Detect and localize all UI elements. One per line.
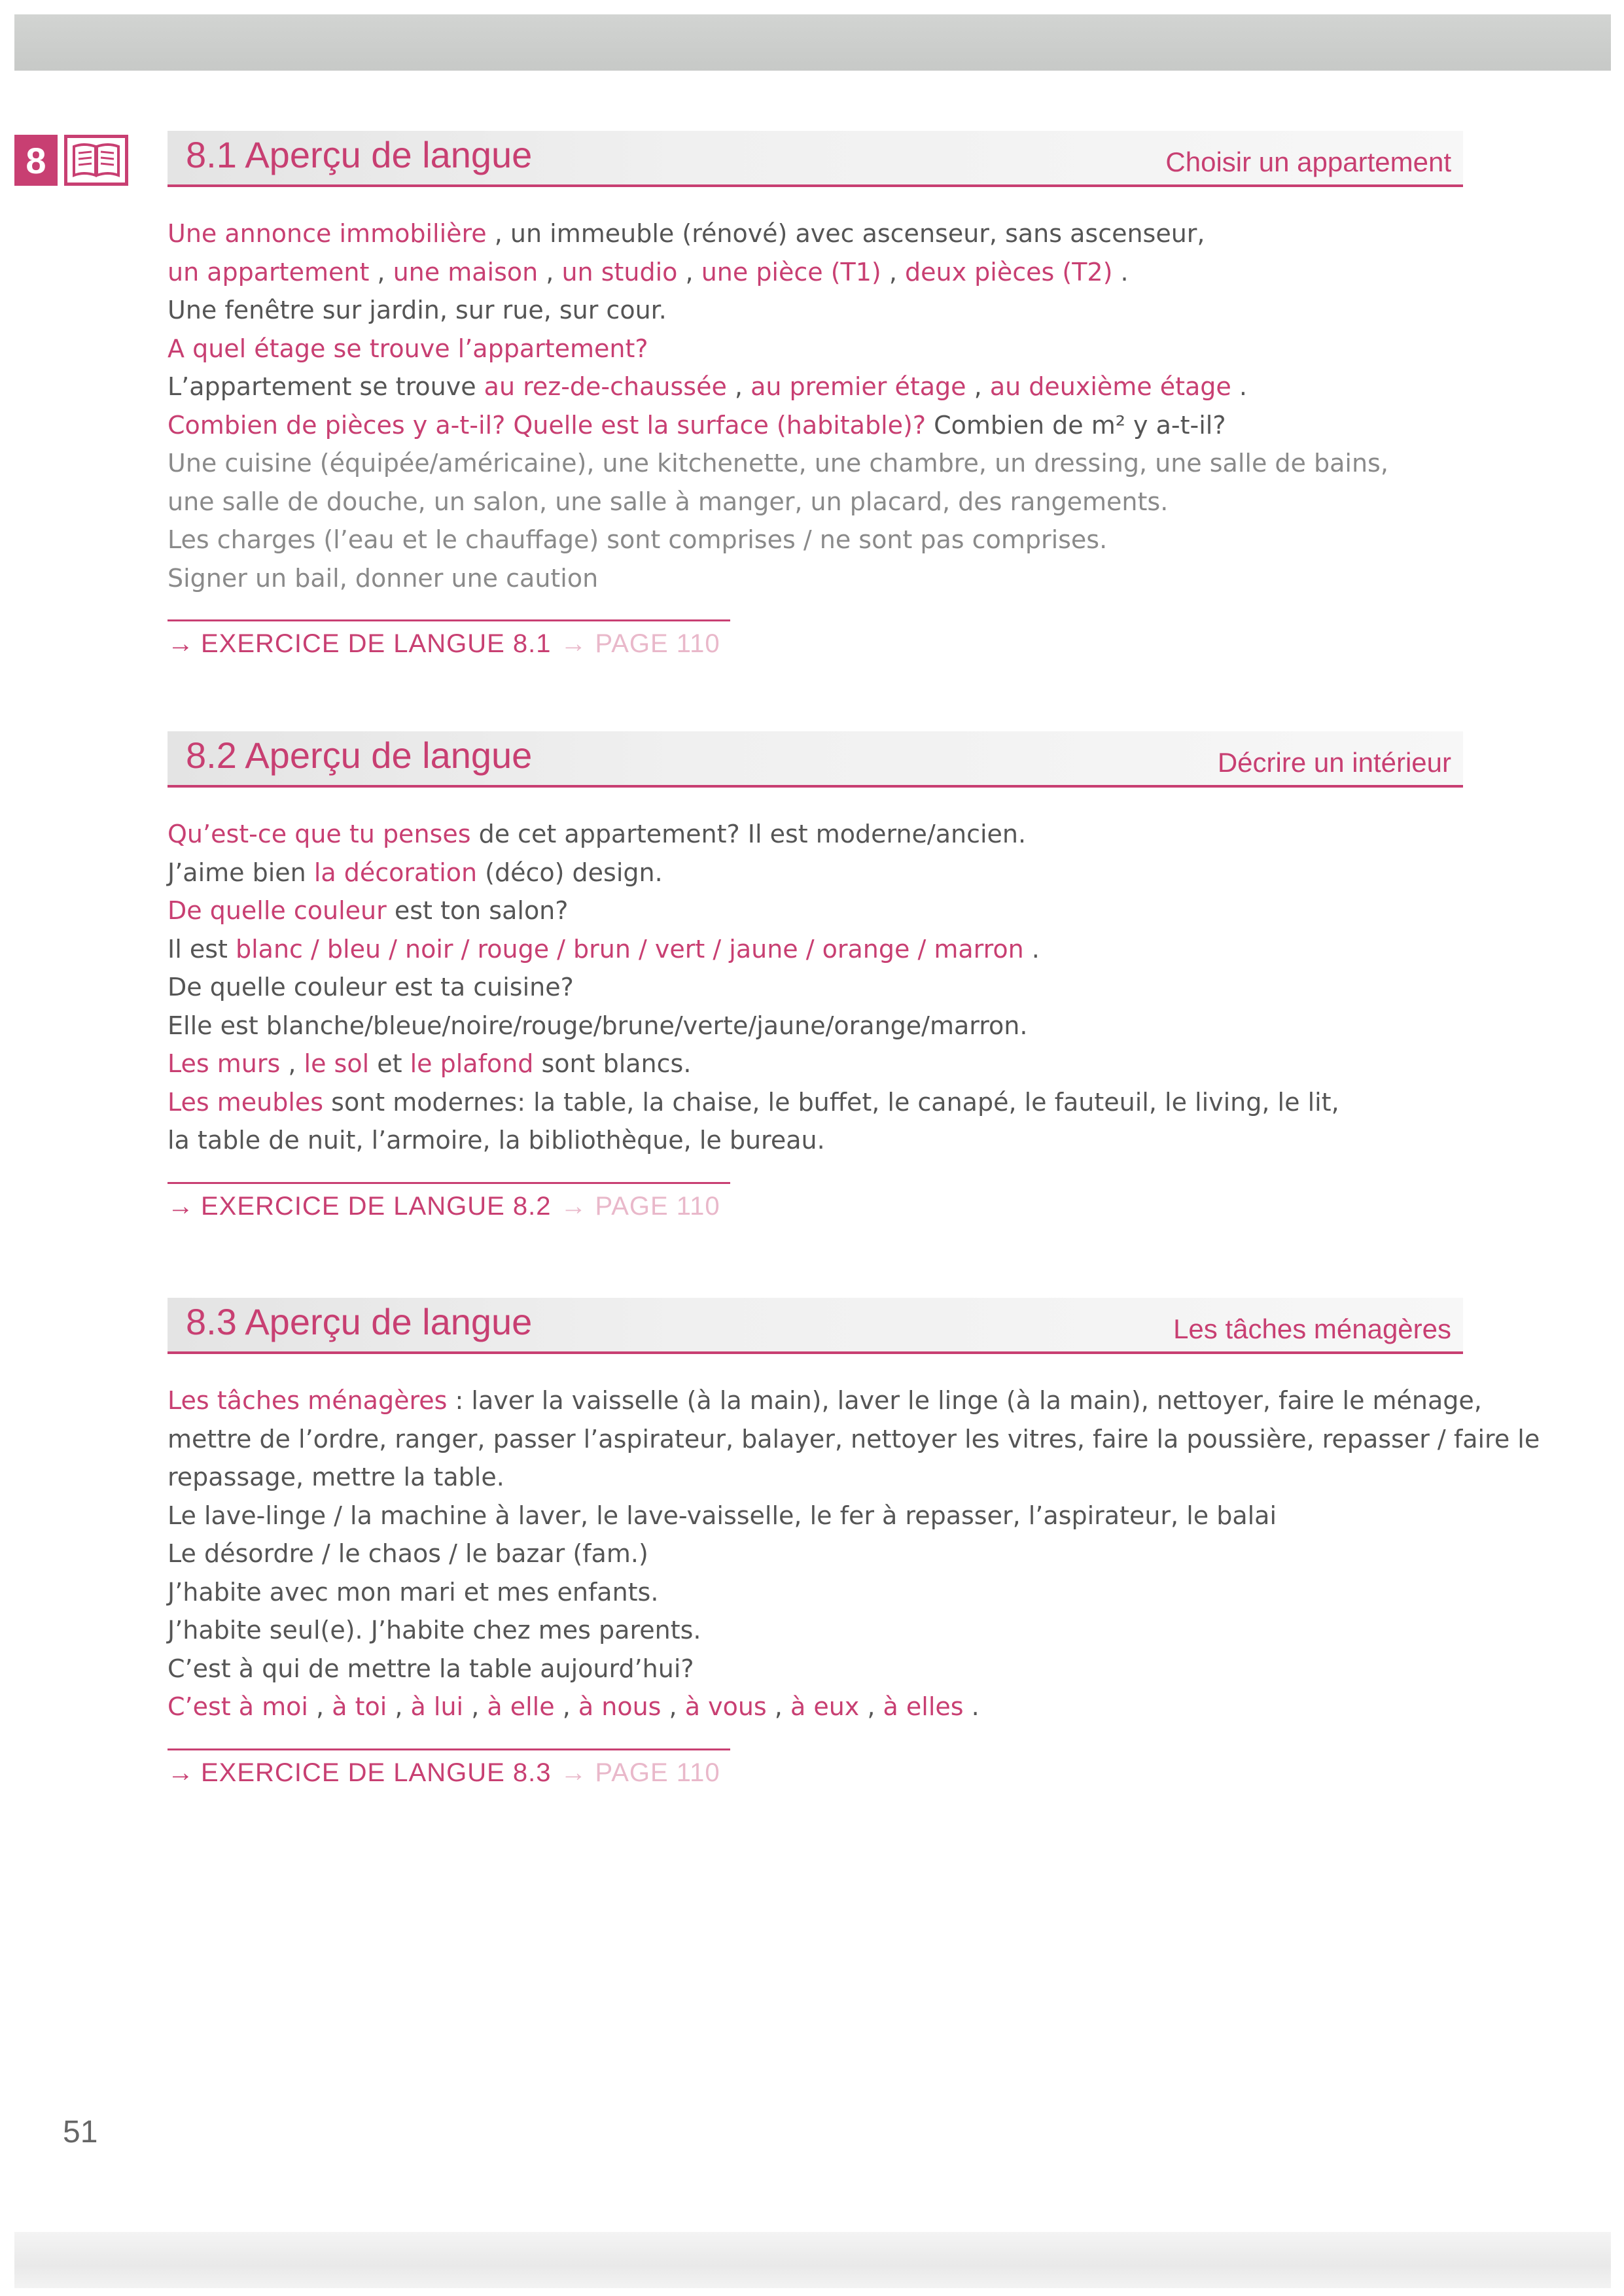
text-run: J’habite seul(e). J’habite chez mes parents. bbox=[168, 1616, 701, 1644]
text-run: . bbox=[1231, 372, 1247, 401]
text-run: : laver la vaisselle (à la main), laver le linge (à la main), nettoyer, faire le ménage, bbox=[447, 1386, 1482, 1415]
section-header bbox=[168, 131, 1463, 187]
text-line bbox=[168, 1573, 1463, 1612]
section-title: 8.3 Aperçu de langue bbox=[186, 1301, 533, 1342]
text-run: . bbox=[1023, 934, 1040, 964]
key-phrase: blanc / bleu / noir / rouge / brun / vert / jaune / orange / marron bbox=[236, 934, 1024, 964]
section-body bbox=[168, 815, 1463, 1160]
text-run: Combien de m² y a-t-il? bbox=[926, 410, 1226, 440]
text-line bbox=[168, 368, 1463, 406]
text-run: J’habite avec mon mari et mes enfants. bbox=[168, 1577, 659, 1607]
section-header bbox=[168, 1298, 1463, 1354]
text-line bbox=[168, 1458, 1463, 1497]
chapter-number: 8 bbox=[14, 135, 58, 186]
text-line bbox=[168, 930, 1463, 969]
section-subtitle: Les tâches ménagères bbox=[1173, 1313, 1451, 1344]
key-phrase: une pièce (T1) bbox=[701, 257, 881, 287]
text-line bbox=[168, 291, 1463, 330]
text-run: , bbox=[280, 1049, 304, 1078]
text-run: Il est bbox=[168, 934, 236, 964]
key-phrase: deux pièces (T2) bbox=[905, 257, 1113, 287]
text-run: , bbox=[966, 372, 990, 401]
text-run: est ton salon? bbox=[386, 896, 569, 925]
exercise-link[interactable] bbox=[168, 1758, 1463, 1788]
exercise-rule bbox=[168, 1748, 730, 1750]
key-phrase: Combien de pièces y a-t-il? bbox=[168, 410, 506, 440]
text-line bbox=[168, 1083, 1463, 1122]
arrow-right-icon: → bbox=[168, 1191, 194, 1221]
key-phrase: De quelle couleur bbox=[168, 896, 387, 925]
text-line bbox=[168, 253, 1463, 292]
scan-band-bottom bbox=[14, 2232, 1611, 2288]
key-phrase: un appartement bbox=[168, 257, 370, 287]
key-phrase: à vous bbox=[684, 1692, 767, 1721]
text-run: Signer un bail, donner une caution bbox=[168, 563, 599, 593]
exercise-link[interactable] bbox=[168, 629, 1463, 659]
exercise-rule bbox=[168, 619, 730, 621]
text-run: Les charges (l’eau et le chauffage) sont comprises / ne sont pas comprises. bbox=[168, 525, 1108, 554]
text-line bbox=[168, 1382, 1482, 1420]
exercise-rule bbox=[168, 1182, 730, 1184]
text-run: mettre de l’ordre, ranger, passer l’aspirateur, balayer, nettoyer les vitres, faire la poussière, repasser / faire le bbox=[168, 1424, 1540, 1453]
section-header bbox=[168, 731, 1463, 788]
text-line bbox=[168, 968, 1463, 1007]
key-phrase: au deuxième étage bbox=[989, 372, 1231, 401]
exercise-link[interactable] bbox=[168, 1192, 1463, 1221]
book-icon bbox=[64, 135, 128, 186]
text-line bbox=[168, 1045, 1463, 1083]
text-run: , un immeuble (rénové) avec ascenseur, sans ascenseur, bbox=[486, 219, 1205, 248]
key-phrase: C’est à moi bbox=[168, 1692, 308, 1721]
text-run: et bbox=[369, 1049, 410, 1078]
text-line bbox=[168, 483, 1463, 521]
text-line bbox=[168, 1611, 1463, 1650]
key-phrase: Quelle est la surface (habitable)? bbox=[513, 410, 927, 440]
text-run: , bbox=[387, 1692, 411, 1721]
text-run: C’est à qui de mettre la table aujourd’hui? bbox=[168, 1654, 694, 1683]
text-line bbox=[168, 1497, 1463, 1535]
exercise-label: EXERCICE DE LANGUE 8.2 bbox=[201, 1191, 552, 1221]
text-run: sont modernes: la table, la chaise, le buffet, le canapé, le fauteuil, le living, le lit, bbox=[323, 1087, 1339, 1117]
chapter-badge bbox=[14, 135, 130, 186]
exercise-page: PAGE 110 bbox=[595, 629, 720, 658]
section-8-2 bbox=[168, 731, 1463, 1221]
text-line bbox=[168, 1007, 1463, 1045]
text-line bbox=[168, 559, 1463, 598]
text-run: , bbox=[369, 257, 393, 287]
text-run: Le lave-linge / la machine à laver, le lave-vaisselle, le fer à repasser, l’aspirateur, le balai bbox=[168, 1501, 1277, 1530]
key-phrase: à toi bbox=[332, 1692, 387, 1721]
text-run: , bbox=[463, 1692, 487, 1721]
key-phrase: une maison bbox=[393, 257, 538, 287]
exercise-label: EXERCICE DE LANGUE 8.3 bbox=[201, 1758, 552, 1787]
text-run: , bbox=[881, 257, 906, 287]
text-run: . bbox=[1112, 257, 1129, 287]
text-line bbox=[168, 521, 1463, 559]
section-8-3 bbox=[168, 1298, 1540, 1788]
text-line bbox=[168, 406, 1463, 445]
text-line bbox=[168, 892, 1463, 930]
section-body bbox=[168, 1382, 1540, 1726]
section-body bbox=[168, 215, 1463, 597]
text-line bbox=[168, 854, 1463, 892]
text-run: repassage, mettre la table. bbox=[168, 1463, 504, 1491]
text-run: , bbox=[661, 1692, 685, 1721]
text-line bbox=[168, 1420, 1540, 1459]
exercise-label: EXERCICE DE LANGUE 8.1 bbox=[201, 629, 552, 658]
text-line bbox=[168, 1535, 1463, 1573]
section-8-1 bbox=[168, 131, 1463, 659]
key-phrase: à nous bbox=[578, 1692, 662, 1721]
page-number: 51 bbox=[63, 2115, 98, 2149]
key-phrase: un studio bbox=[561, 257, 678, 287]
key-phrase: le plafond bbox=[410, 1049, 534, 1078]
text-run: , bbox=[308, 1692, 332, 1721]
text-run: , bbox=[859, 1692, 883, 1721]
key-phrase: le sol bbox=[304, 1049, 370, 1078]
arrow-right-icon: → bbox=[560, 1191, 588, 1221]
key-phrase: Les tâches ménagères bbox=[168, 1386, 448, 1415]
text-line bbox=[168, 815, 1463, 854]
text-run: L’appartement se trouve bbox=[168, 372, 484, 401]
arrow-right-icon: → bbox=[560, 1758, 588, 1787]
text-run bbox=[505, 411, 513, 440]
text-run: (déco) design. bbox=[477, 858, 663, 887]
key-phrase: la décoration bbox=[313, 858, 478, 887]
exercise-page: PAGE 110 bbox=[595, 1758, 720, 1787]
section-title: 8.2 Aperçu de langue bbox=[186, 735, 533, 776]
text-line bbox=[168, 1688, 1463, 1726]
arrow-right-icon: → bbox=[168, 629, 194, 658]
text-run: , bbox=[677, 257, 701, 287]
text-line bbox=[168, 1121, 1463, 1160]
text-line bbox=[168, 444, 1463, 483]
key-phrase: Les murs bbox=[168, 1049, 281, 1078]
text-run: Une fenêtre sur jardin, sur rue, sur cour. bbox=[168, 296, 667, 324]
key-phrase: Qu’est-ce que tu penses bbox=[168, 820, 471, 848]
text-run: Elle est blanche/bleue/noire/rouge/brune/verte/jaune/orange/marron. bbox=[168, 1011, 1028, 1040]
key-phrase: à elle bbox=[487, 1692, 555, 1721]
text-line bbox=[168, 1650, 1463, 1688]
key-phrase: A quel étage se trouve l’appartement? bbox=[168, 334, 648, 363]
text-run: , bbox=[766, 1692, 790, 1721]
text-run: une salle de douche, un salon, une salle à manger, un placard, des rangements. bbox=[168, 487, 1169, 516]
key-phrase: au rez-de-chaussée bbox=[484, 372, 727, 401]
text-run: la table de nuit, l’armoire, la bibliothèque, le bureau. bbox=[168, 1126, 825, 1155]
key-phrase: à elles bbox=[883, 1692, 964, 1721]
text-line bbox=[168, 330, 1463, 368]
key-phrase: au premier étage bbox=[750, 372, 966, 401]
text-run: de cet appartement? Il est moderne/ancien. bbox=[470, 820, 1027, 848]
key-phrase: à lui bbox=[410, 1692, 464, 1721]
arrow-right-icon: → bbox=[168, 1758, 194, 1787]
text-run: , bbox=[554, 1692, 578, 1721]
section-subtitle: Choisir un appartement bbox=[1165, 147, 1451, 177]
text-run: . bbox=[963, 1692, 980, 1721]
scan-band-top bbox=[14, 14, 1611, 71]
text-run: De quelle couleur est ta cuisine? bbox=[168, 973, 574, 1001]
text-run: , bbox=[726, 372, 751, 401]
section-title: 8.1 Aperçu de langue bbox=[186, 134, 533, 175]
text-run: sont blancs. bbox=[533, 1049, 692, 1078]
text-line bbox=[168, 215, 1463, 253]
key-phrase: Les meubles bbox=[168, 1087, 324, 1117]
exercise-page: PAGE 110 bbox=[595, 1191, 720, 1221]
text-run: Une cuisine (équipée/américaine), une kitchenette, une chambre, un dressing, une salle de bains, bbox=[168, 449, 1388, 478]
key-phrase: à eux bbox=[790, 1692, 860, 1721]
arrow-right-icon: → bbox=[560, 629, 588, 658]
text-run: Le désordre / le chaos / le bazar (fam.) bbox=[168, 1539, 648, 1568]
text-run: , bbox=[538, 257, 562, 287]
section-subtitle: Décrire un intérieur bbox=[1217, 747, 1451, 778]
text-run: J’aime bien bbox=[168, 858, 314, 887]
key-phrase: Une annonce immobilière bbox=[168, 219, 487, 248]
